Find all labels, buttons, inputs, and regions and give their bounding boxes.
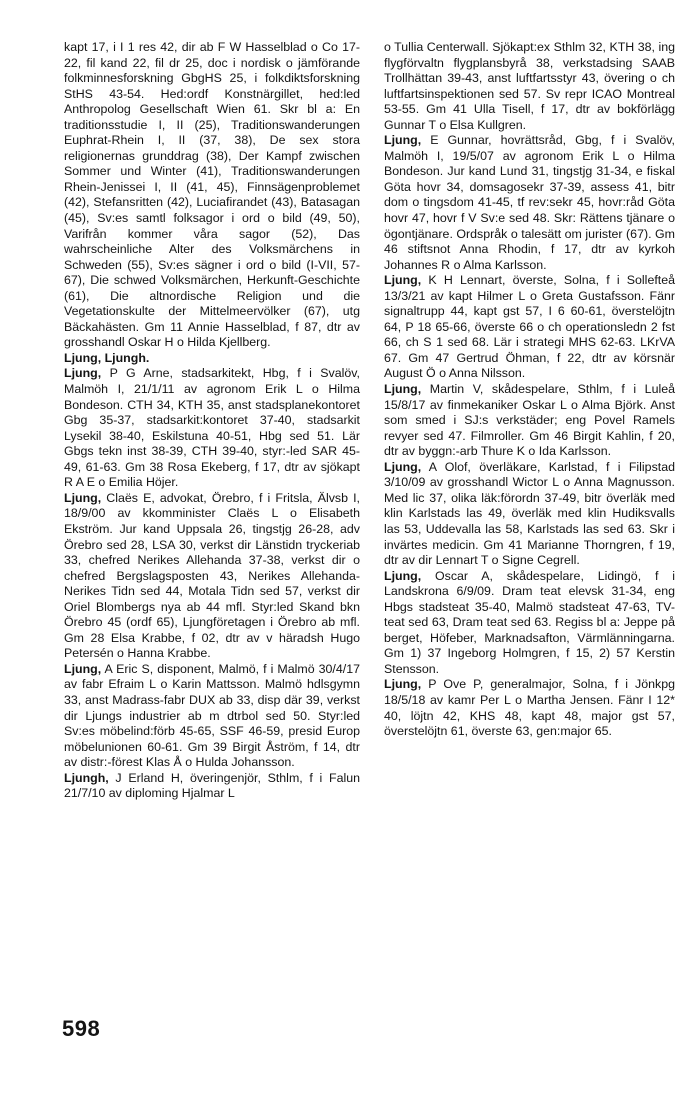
entry-text: Martin V, skådespelare, Sthlm, f i Luleå 15/8/17 av finmekaniker Oskar L o Alma Björk. Anst som smed i SJ:s verkstäder; eng Povel Ramels revyer sed 47. Filmroller. Gm 46 Birgit Kahlin, f 20, dtr av byggn:-arb Thure K o Ida Karlsson. [384, 382, 675, 459]
entry-surname: Ljung, Ljungh. [64, 350, 150, 365]
entry-text: J Erland H, överingenjör, Sthlm, f i Falun 21/7/10 av diploming Hjalmar L [64, 770, 360, 801]
entry-lennart [384, 273, 675, 382]
entry-text: kapt 17, i I 1 res 42, dir ab F W Hasselblad o Co 17-22, fil kand 22, fil dr 25, doc i nordisk o jämförande folkminnesforskning GbgHS 25, i folkdiktsforskning StHS 43-54. Hed:ordf Konstnärgillet, hed:led Anthropolog Gesellschaft Wien 61. Skr bl a: En traditionsstudie I, II (25), Traditionswanderungen Euphrat-Rhein I, II (37, 38), De sex stora religionernas grunddrag (38), Der Kampf zwischen Sommer und Winter (41), Traditionswanderungen Rhein-Jenissei I, II (41, 45), Finnsägenproblemet (42), Stefansritten (42), Luciafirandet (43), Batasagan (45), Sv:es samtl folksagor i ord o bild (49, 50), Varifrån kommer våra sagor (52), Das wahrscheinliche Alter des Volksmärchens in Schweden (55), Sv:es sägner i ord o bild (I-VII, 57-67), Die schwed Volksmärchen, Herkunft-Geschichte (61), Die altnordische Religion und die Vegetationskulte der Mittelmeervölker (67), utg Bäckahästen. Gm 11 Annie Hasselblad, f 87, dtr av grosshandl Oskar H o Hilda Kjellberg. [64, 40, 360, 350]
entry-surname: Ljung, [384, 133, 422, 148]
entry-text: P G Arne, stadsarkitekt, Hbg, f i Svalöv, Malmöh I, 21/1/11 av agronom Erik L o Hilma Bondeson. CTH 34, KTH 35, anst stadsplanekontoret Gbg 35-37, stadsarkit:kontoret 37-40, stadsarkit Lysekil 38-40, Eskilstuna 40-51, Hbg sed 51. Lär Gbgs tekn inst 38-39, CTH 39-40, styr:-led SAR 45-49, 61-63. Gm 38 Rosa Ekeberg, f 17, dtr av sjökapt R A E o Emilia Höjer. [64, 366, 360, 490]
entry-ljung-ljungh [64, 351, 360, 367]
entry-text: Oscar A, skådespelare, Lidingö, f i Landskrona 6/9/09. Dram teat elevsk 31-34, eng Hbgs stadsteat 35-40, Malmö stadsteat 47-63, TV-teat sed 63, Dram teat sed 63. Regiss bl a: Jeppe på berget, Höfeber, Marknadsafton, Värmlänningarna. Gm 1) 37 Ingeborg Holmgren, f 15, 2) 57 Kerstin Stensson. [384, 568, 675, 676]
entry-martin [384, 382, 675, 460]
entry-erland [64, 771, 360, 802]
page-number: 598 [62, 1016, 101, 1041]
entry-text: Claës E, advokat, Örebro, f i Fritsla, Älvsb I, 18/9/00 av kkomminister Claës L o Elisabeth Ekström. Jur kand Uppsala 26, tingstjg 26-28, adv Örebro sed 28, LSA 30, verkst dir Länstidn tryckeriab 33, chefred Nerikes Allehanda 37-38, verkst dir o chefred Bergslagsposten 43, Nerikes Allehanda-Nerikes Tidn sed 44, Motala Tidn sed 57, verkst dir Oriel Blombergs nya ab 44 mfl. Styr:led Skand bkn Örebro 45 (ordf 65), Ljungföretagen i Örebro ab mfl. Gm 28 Elsa Krabbe, f 02, dtr av v häradsh Hugo Petersén o Hanna Krabbe. [64, 490, 360, 661]
entry-gunnar [384, 133, 675, 273]
entry-surname: Ljung, [384, 677, 422, 692]
entry-continuation-left [64, 40, 360, 351]
entry-oscar [384, 569, 675, 678]
entry-ove [384, 677, 675, 739]
entry-text: K H Lennart, överste, Solna, f i Sollefteå 13/3/21 av kapt Hilmer L o Greta Gustafsson. Fänr signaltrupp 44, kapt gst 57, I 6 60-61, överstelöjtn 64, P 18 65-66, överste 66 o ch operationsledn 2 fst 66, ch S 1 sed 68. Lär i strategi MHS 62-63. LKrVA 67. Gm 47 Gertrud Öhman, f 22, dtr av körsnär August Ö o Anna Nilsson. [384, 273, 675, 381]
entry-continuation-right [384, 40, 675, 133]
entry-claes [64, 491, 360, 662]
entry-surname: Ljung, [384, 382, 422, 397]
entry-text: A Olof, överläkare, Karlstad, f i Filipstad 3/10/09 av grosshandl Wictor L o Anna Magnusson. Med lic 37, olika läk:förordn 37-49, bitr överläk med klin Karlstads las 49, överläk med klin Hudiksvalls las 53, Uddevalla las 58, Karlstads las sed 63. Skr i invärtes medicin. Gm 41 Marianne Thorngren, f 19, dtr av dir Lennart T o Signe Cegrell. [384, 459, 675, 568]
entry-surname: Ljung, [64, 661, 102, 676]
entry-eric [64, 662, 360, 771]
left-column [64, 40, 360, 802]
entry-text: A Eric S, disponent, Malmö, f i Malmö 30/4/17 av fabr Efraim L o Karin Mattsson. Malmö hdlsgymn 33, anst Madrass-fabr DUX ab 33, disp där 39, verkst dir Ljungs industrier ab m dtrbol sed 50. Styr:led Sv:es möbelind:förb 45-65, SSF 46-59, presid Europ möbelunionen 60-61. Gm 39 Birgit Åström, f 14, dtr av distr:-förest Klas Å o Hulda Johansson. [64, 661, 360, 770]
entry-surname: Ljung, [384, 459, 422, 474]
entry-text: E Gunnar, hovrättsråd, Gbg, f i Svalöv, Malmöh I, 19/5/07 av agronom Erik L o Hilma Bondeson. Jur kand Lund 31, tingstjg 31-34, e fiskal Göta hovr 34, domsagosekr 37-39, assess 41, bitr dom o tingsdom 41-45, tf rev:sekr 45, hovr:råd Göta hovr 47, hovr f V Sv:e sed 48. Skr: Rättens tjänare o ögontjänare. Ordspråk o talesätt om jurister (67). Gm 46 stiftsnot Anna Rhodin, f 17, dtr av kyrkoh Johannes R o Alma Karlsson. [384, 133, 675, 272]
entry-surname: Ljung, [64, 366, 102, 381]
entry-text: P Ove P, generalmajor, Solna, f i Jönkpg 18/5/18 av kamr Per L o Martha Jensen. Fänr I 12* 40, löjtn 42, KHS 48, kapt 48, major gst 57, överstelöjtn 61, överste 63, gen:major 65. [384, 677, 675, 739]
entry-surname: Ljungh, [64, 770, 109, 785]
right-column [384, 40, 675, 740]
entry-surname: Ljung, [384, 273, 422, 288]
entry-arne [64, 366, 360, 490]
entry-surname: Ljung, [384, 568, 422, 583]
entry-olof [384, 460, 675, 569]
entry-text: o Tullia Centerwall. Sjökapt:ex Sthlm 32, KTH 38, ing flygförvaltn flygplansbyrå 38, verkstadsing SAAB Trollhättan 39-43, anst luftfartsstyr 43, övering o ch luftfartsinspektionen sed 57. Sv repr ICAO Montreal 53-55. Gm 41 Ulla Tisell, f 17, dtr av bokförlägg Gunnar T o Elsa Kullgren. [384, 40, 675, 132]
entry-surname: Ljung, [64, 490, 102, 505]
